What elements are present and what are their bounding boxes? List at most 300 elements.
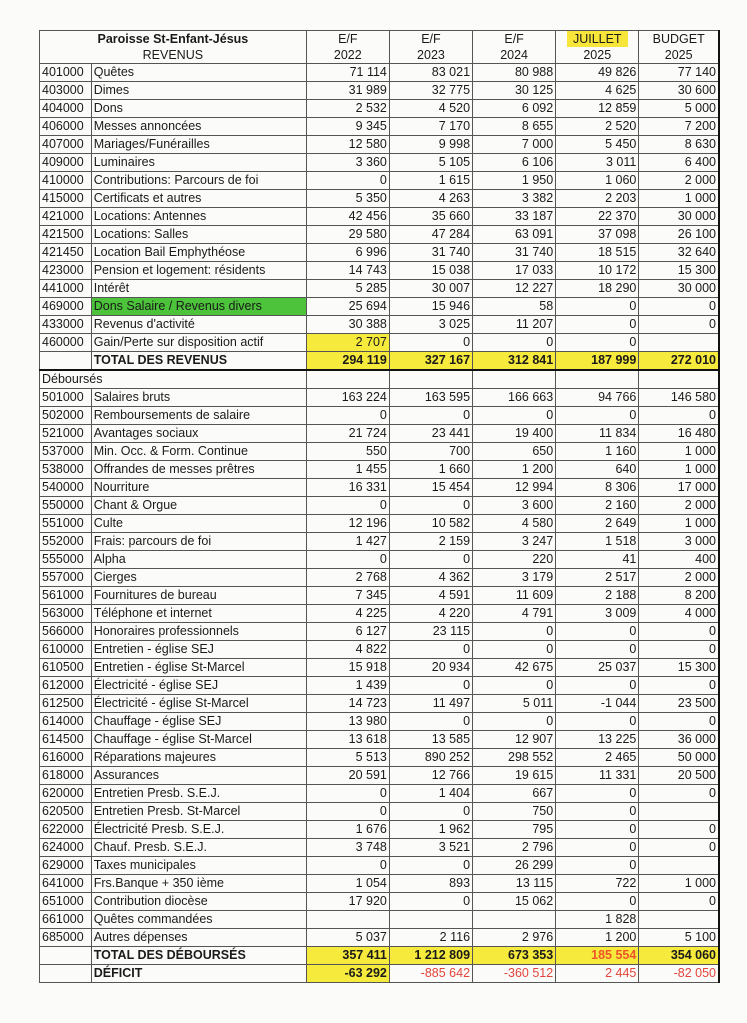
account-label-text: Culte <box>93 516 123 530</box>
account-code: 421000 <box>40 208 92 226</box>
value-cell: 13 225 <box>556 731 639 749</box>
value-cell: 0 <box>556 785 639 803</box>
value-cell: 0 <box>306 857 389 875</box>
account-label-text: Dons <box>93 101 123 115</box>
account-label <box>91 821 306 839</box>
account-label-text: Autres dépenses <box>93 930 188 944</box>
account-code: 629000 <box>40 857 92 875</box>
value-cell: 71 114 <box>306 64 389 82</box>
value-cell: 0 <box>639 893 719 911</box>
value-cell: 7 200 <box>639 118 719 136</box>
empty-cell <box>639 370 719 389</box>
value-cell: 4 220 <box>389 605 472 623</box>
value-cell: 29 580 <box>306 226 389 244</box>
account-label <box>91 929 306 947</box>
budget-table <box>39 30 720 983</box>
value-cell: 0 <box>639 677 719 695</box>
value-cell: 0 <box>556 821 639 839</box>
value-cell: 8 306 <box>556 479 639 497</box>
value-cell: 2 159 <box>389 533 472 551</box>
value-cell: 22 370 <box>556 208 639 226</box>
account-label <box>91 389 306 407</box>
account-label <box>91 515 306 533</box>
value-cell: 1 000 <box>639 461 719 479</box>
revenus-row <box>40 190 720 208</box>
deboursés-row <box>40 461 720 479</box>
value-cell: 0 <box>639 623 719 641</box>
value-cell: 650 <box>473 443 556 461</box>
deboursés-row <box>40 497 720 515</box>
col-header-year: 2025 <box>556 47 639 64</box>
revenus-row <box>40 82 720 100</box>
deboursés-row <box>40 695 720 713</box>
deboursés-row <box>40 749 720 767</box>
value-cell: 26 299 <box>473 857 556 875</box>
account-label <box>91 425 306 443</box>
account-label-text: Pension et logement: résidents <box>93 263 266 277</box>
account-label-text: Cierges <box>93 570 137 584</box>
value-cell: 0 <box>556 334 639 352</box>
account-label-text: Taxes municipales <box>93 858 196 872</box>
value-cell: 37 098 <box>556 226 639 244</box>
account-label <box>91 713 306 731</box>
value-cell: 2 160 <box>556 497 639 515</box>
value-cell: 1 427 <box>306 533 389 551</box>
deboursés-row <box>40 821 720 839</box>
value-cell: 15 946 <box>389 298 472 316</box>
value-cell: 9 998 <box>389 136 472 154</box>
account-label-text: Chauffage - église SEJ <box>93 714 222 728</box>
value-cell: 3 025 <box>389 316 472 334</box>
account-label <box>91 226 306 244</box>
revenus-row <box>40 118 720 136</box>
account-code: 555000 <box>40 551 92 569</box>
value-cell: 1 060 <box>556 172 639 190</box>
value-cell: 13 115 <box>473 875 556 893</box>
deboursés-row <box>40 605 720 623</box>
value-cell: 1 000 <box>639 443 719 461</box>
org-title: Paroisse St-Enfant-Jésus <box>40 31 307 48</box>
header-row-1 <box>40 31 720 48</box>
account-code: 610500 <box>40 659 92 677</box>
value-cell: 30 000 <box>639 208 719 226</box>
account-label-text: Mariages/Funérailles <box>93 137 210 151</box>
value-cell: 20 500 <box>639 767 719 785</box>
account-code: 415000 <box>40 190 92 208</box>
account-label <box>91 262 306 280</box>
value-cell: 0 <box>556 893 639 911</box>
account-label-text: Électricité - église SEJ <box>93 678 219 692</box>
account-code: 421500 <box>40 226 92 244</box>
deficit-row-value: 2 445 <box>556 965 639 983</box>
account-label <box>91 280 306 298</box>
value-cell: 2 532 <box>306 100 389 118</box>
value-cell: 3 521 <box>389 839 472 857</box>
account-label <box>91 911 306 929</box>
account-code: 409000 <box>40 154 92 172</box>
revenus-row <box>40 298 720 316</box>
value-cell: 36 000 <box>639 731 719 749</box>
value-cell: 3 179 <box>473 569 556 587</box>
value-cell: 0 <box>639 407 719 425</box>
account-label <box>91 64 306 82</box>
account-label <box>91 551 306 569</box>
value-cell: 0 <box>473 713 556 731</box>
value-cell: 5 037 <box>306 929 389 947</box>
revenus-row <box>40 100 720 118</box>
deboursés-row <box>40 623 720 641</box>
value-cell: 1 000 <box>639 190 719 208</box>
account-label-text: Dimes <box>93 83 130 97</box>
deboursés-row <box>40 533 720 551</box>
value-cell: 1 000 <box>639 875 719 893</box>
value-cell: -1 044 <box>556 695 639 713</box>
account-code: 651000 <box>40 893 92 911</box>
value-cell: 1 615 <box>389 172 472 190</box>
value-cell <box>639 803 719 821</box>
account-code: 551000 <box>40 515 92 533</box>
value-cell: 2 768 <box>306 569 389 587</box>
value-cell: 11 331 <box>556 767 639 785</box>
revenus-row <box>40 226 720 244</box>
deboursés-row <box>40 713 720 731</box>
account-label <box>91 857 306 875</box>
account-code: 421450 <box>40 244 92 262</box>
account-label <box>91 118 306 136</box>
account-code: 410000 <box>40 172 92 190</box>
account-label <box>91 803 306 821</box>
value-cell: 0 <box>389 857 472 875</box>
account-label <box>91 244 306 262</box>
value-cell: 1 518 <box>556 533 639 551</box>
value-cell: 3 011 <box>556 154 639 172</box>
value-cell: 2 707 <box>306 334 389 352</box>
value-cell: 640 <box>556 461 639 479</box>
account-code: 563000 <box>40 605 92 623</box>
account-code: 641000 <box>40 875 92 893</box>
account-code: 614500 <box>40 731 92 749</box>
deficit-row-value: -63 292 <box>306 965 389 983</box>
value-cell: 16 331 <box>306 479 389 497</box>
value-cell: 12 859 <box>556 100 639 118</box>
account-code: 612500 <box>40 695 92 713</box>
value-cell: 0 <box>556 298 639 316</box>
value-cell: 0 <box>639 821 719 839</box>
account-label-text: Entretien - église St-Marcel <box>93 660 245 674</box>
deboursés-row <box>40 731 720 749</box>
value-cell: 15 300 <box>639 262 719 280</box>
value-cell: 2 116 <box>389 929 472 947</box>
account-code: 521000 <box>40 425 92 443</box>
deboursés-row <box>40 785 720 803</box>
deficit-row <box>40 965 720 983</box>
account-code: 538000 <box>40 461 92 479</box>
revenus-row <box>40 316 720 334</box>
value-cell <box>389 911 472 929</box>
value-cell: 15 454 <box>389 479 472 497</box>
account-label-text: Luminaires <box>93 155 155 169</box>
account-label-text: Entretien Presb. St-Marcel <box>93 804 241 818</box>
value-cell: 11 497 <box>389 695 472 713</box>
value-cell: 3 600 <box>473 497 556 515</box>
value-cell: 10 582 <box>389 515 472 533</box>
account-label <box>91 136 306 154</box>
value-cell: 1 160 <box>556 443 639 461</box>
value-cell: 1 828 <box>556 911 639 929</box>
deboursés-row <box>40 659 720 677</box>
account-label <box>91 659 306 677</box>
account-code: 612000 <box>40 677 92 695</box>
value-cell: 4 000 <box>639 605 719 623</box>
value-cell: 31 740 <box>473 244 556 262</box>
deboursés-row <box>40 569 720 587</box>
value-cell: 163 595 <box>389 389 472 407</box>
deboursés-row <box>40 767 720 785</box>
account-label <box>91 893 306 911</box>
value-cell: 12 196 <box>306 515 389 533</box>
value-cell: 4 580 <box>473 515 556 533</box>
deboursés-row <box>40 407 720 425</box>
value-cell: 3 360 <box>306 154 389 172</box>
account-label-text: Locations: Salles <box>93 227 189 241</box>
value-cell: 1 200 <box>556 929 639 947</box>
account-label <box>91 785 306 803</box>
value-cell: 1 455 <box>306 461 389 479</box>
value-cell: 6 092 <box>473 100 556 118</box>
value-cell: 58 <box>473 298 556 316</box>
value-cell: 30 007 <box>389 280 472 298</box>
account-code: 540000 <box>40 479 92 497</box>
total-revenus-row <box>40 352 720 371</box>
value-cell: 4 362 <box>389 569 472 587</box>
value-cell: 0 <box>639 641 719 659</box>
value-cell: 13 980 <box>306 713 389 731</box>
value-cell: 750 <box>473 803 556 821</box>
account-label-text: Dons Salaire / Revenus divers <box>93 299 262 313</box>
deficit-row-value: -885 642 <box>389 965 472 983</box>
value-cell: 8 630 <box>639 136 719 154</box>
total-deboursés-row-value: 185 554 <box>556 947 639 965</box>
value-cell: 50 000 <box>639 749 719 767</box>
revenus-row <box>40 280 720 298</box>
account-code: 618000 <box>40 767 92 785</box>
col-header-year: 2025 <box>639 47 719 64</box>
value-cell: 3 009 <box>556 605 639 623</box>
empty-cell <box>40 352 92 371</box>
value-cell: 5 350 <box>306 190 389 208</box>
value-cell: 13 585 <box>389 731 472 749</box>
value-cell: 32 775 <box>389 82 472 100</box>
account-label <box>91 497 306 515</box>
value-cell: 12 907 <box>473 731 556 749</box>
total-deboursés-row-value: 1 212 809 <box>389 947 472 965</box>
value-cell: 0 <box>556 407 639 425</box>
deboursés-row <box>40 443 720 461</box>
value-cell: 17 033 <box>473 262 556 280</box>
total-deboursés-row <box>40 947 720 965</box>
value-cell: 42 456 <box>306 208 389 226</box>
value-cell: 0 <box>556 641 639 659</box>
value-cell: 0 <box>473 677 556 695</box>
value-cell: 6 400 <box>639 154 719 172</box>
account-label <box>91 407 306 425</box>
account-label-text: Location Bail Emphythéose <box>93 245 246 259</box>
value-cell: 12 994 <box>473 479 556 497</box>
value-cell: 18 515 <box>556 244 639 262</box>
account-label <box>91 695 306 713</box>
account-label-text: Chauffage - église St-Marcel <box>93 732 252 746</box>
value-cell: 33 187 <box>473 208 556 226</box>
section-title: REVENUS <box>40 47 307 64</box>
value-cell <box>639 334 719 352</box>
account-label-text: Quêtes <box>93 65 135 79</box>
value-cell: 0 <box>473 641 556 659</box>
account-label <box>91 172 306 190</box>
value-cell: 3 748 <box>306 839 389 857</box>
account-code: 557000 <box>40 569 92 587</box>
value-cell: 795 <box>473 821 556 839</box>
revenus-row <box>40 262 720 280</box>
value-cell: 11 207 <box>473 316 556 334</box>
account-label <box>91 677 306 695</box>
value-cell: 32 640 <box>639 244 719 262</box>
col-header-top: E/F <box>389 31 472 48</box>
account-label-text: Messes annoncées <box>93 119 202 133</box>
account-code: 620000 <box>40 785 92 803</box>
account-label-text: Remboursements de salaire <box>93 408 251 422</box>
account-code: 433000 <box>40 316 92 334</box>
empty-cell <box>306 370 389 389</box>
total-deboursés-row-value: 354 060 <box>639 947 719 965</box>
empty-cell <box>473 370 556 389</box>
value-cell: 6 106 <box>473 154 556 172</box>
value-cell: 7 345 <box>306 587 389 605</box>
value-cell: 0 <box>639 298 719 316</box>
deboursés-row <box>40 515 720 533</box>
value-cell: 2 517 <box>556 569 639 587</box>
account-label-text: Honoraires professionnels <box>93 624 239 638</box>
value-cell: 49 826 <box>556 64 639 82</box>
total-revenus-row-label: TOTAL DES REVENUS <box>91 352 306 371</box>
value-cell: 0 <box>556 839 639 857</box>
account-label-text: Électricité - église St-Marcel <box>93 696 249 710</box>
account-label-text: Fournitures de bureau <box>93 588 217 602</box>
account-label-text: Locations: Antennes <box>93 209 207 223</box>
value-cell: 6 996 <box>306 244 389 262</box>
account-label <box>91 298 306 316</box>
account-label-text: Contribution diocèse <box>93 894 208 908</box>
value-cell: 1 950 <box>473 172 556 190</box>
value-cell: 23 115 <box>389 623 472 641</box>
value-cell: 0 <box>306 551 389 569</box>
deboursés-row <box>40 803 720 821</box>
total-revenus-row-value: 272 010 <box>639 352 719 371</box>
revenus-row <box>40 208 720 226</box>
value-cell: 0 <box>389 497 472 515</box>
deboursés-section-row <box>40 370 720 389</box>
account-label-text: Chant & Orgue <box>93 498 178 512</box>
value-cell <box>639 911 719 929</box>
revenus-row <box>40 244 720 262</box>
value-cell: 15 300 <box>639 659 719 677</box>
account-code: 620500 <box>40 803 92 821</box>
value-cell: 20 591 <box>306 767 389 785</box>
value-cell: 12 227 <box>473 280 556 298</box>
revenus-row <box>40 154 720 172</box>
account-label <box>91 461 306 479</box>
value-cell: 0 <box>389 641 472 659</box>
value-cell: 10 172 <box>556 262 639 280</box>
value-cell: 0 <box>306 497 389 515</box>
value-cell: 0 <box>556 316 639 334</box>
total-deboursés-row-label: TOTAL DES DÉBOURSÉS <box>91 947 306 965</box>
value-cell: 220 <box>473 551 556 569</box>
value-cell: 77 140 <box>639 64 719 82</box>
account-label-text: Téléphone et internet <box>93 606 212 620</box>
value-cell: 0 <box>556 623 639 641</box>
value-cell: 5 513 <box>306 749 389 767</box>
value-cell: 23 500 <box>639 695 719 713</box>
value-cell: 1 000 <box>639 515 719 533</box>
deboursés-row <box>40 677 720 695</box>
deboursés-row <box>40 893 720 911</box>
value-cell: 1 676 <box>306 821 389 839</box>
value-cell: 5 105 <box>389 154 472 172</box>
juillet-highlight: JUILLET <box>567 31 628 47</box>
value-cell: 0 <box>389 713 472 731</box>
revenus-row <box>40 172 720 190</box>
account-label <box>91 731 306 749</box>
value-cell: 700 <box>389 443 472 461</box>
section-label: Déboursés <box>40 370 307 389</box>
account-label-text: Nourriture <box>93 480 150 494</box>
value-cell: 0 <box>473 334 556 352</box>
account-code: 406000 <box>40 118 92 136</box>
value-cell <box>473 911 556 929</box>
account-label <box>91 190 306 208</box>
account-label-text: Salaires bruts <box>93 390 171 404</box>
col-header-top: BUDGET <box>639 31 719 48</box>
account-label <box>91 767 306 785</box>
value-cell: 14 743 <box>306 262 389 280</box>
account-code: 661000 <box>40 911 92 929</box>
value-cell: 7 170 <box>389 118 472 136</box>
value-cell: 1 200 <box>473 461 556 479</box>
empty-cell <box>389 370 472 389</box>
value-cell: 83 021 <box>389 64 472 82</box>
value-cell: 0 <box>473 623 556 641</box>
col-header-top-juillet <box>556 31 639 48</box>
value-cell: 5 285 <box>306 280 389 298</box>
value-cell: 21 724 <box>306 425 389 443</box>
account-code: 552000 <box>40 533 92 551</box>
empty-cell <box>40 947 92 965</box>
deboursés-row <box>40 839 720 857</box>
value-cell: 0 <box>556 677 639 695</box>
deboursés-row <box>40 875 720 893</box>
value-cell: 722 <box>556 875 639 893</box>
value-cell: 0 <box>639 713 719 731</box>
total-revenus-row-value: 312 841 <box>473 352 556 371</box>
value-cell: 9 345 <box>306 118 389 136</box>
value-cell <box>639 857 719 875</box>
col-header-top: E/F <box>306 31 389 48</box>
account-label-text: Gain/Perte sur disposition actif <box>93 335 264 349</box>
account-label <box>91 100 306 118</box>
account-label <box>91 569 306 587</box>
account-code: 401000 <box>40 64 92 82</box>
empty-cell <box>556 370 639 389</box>
